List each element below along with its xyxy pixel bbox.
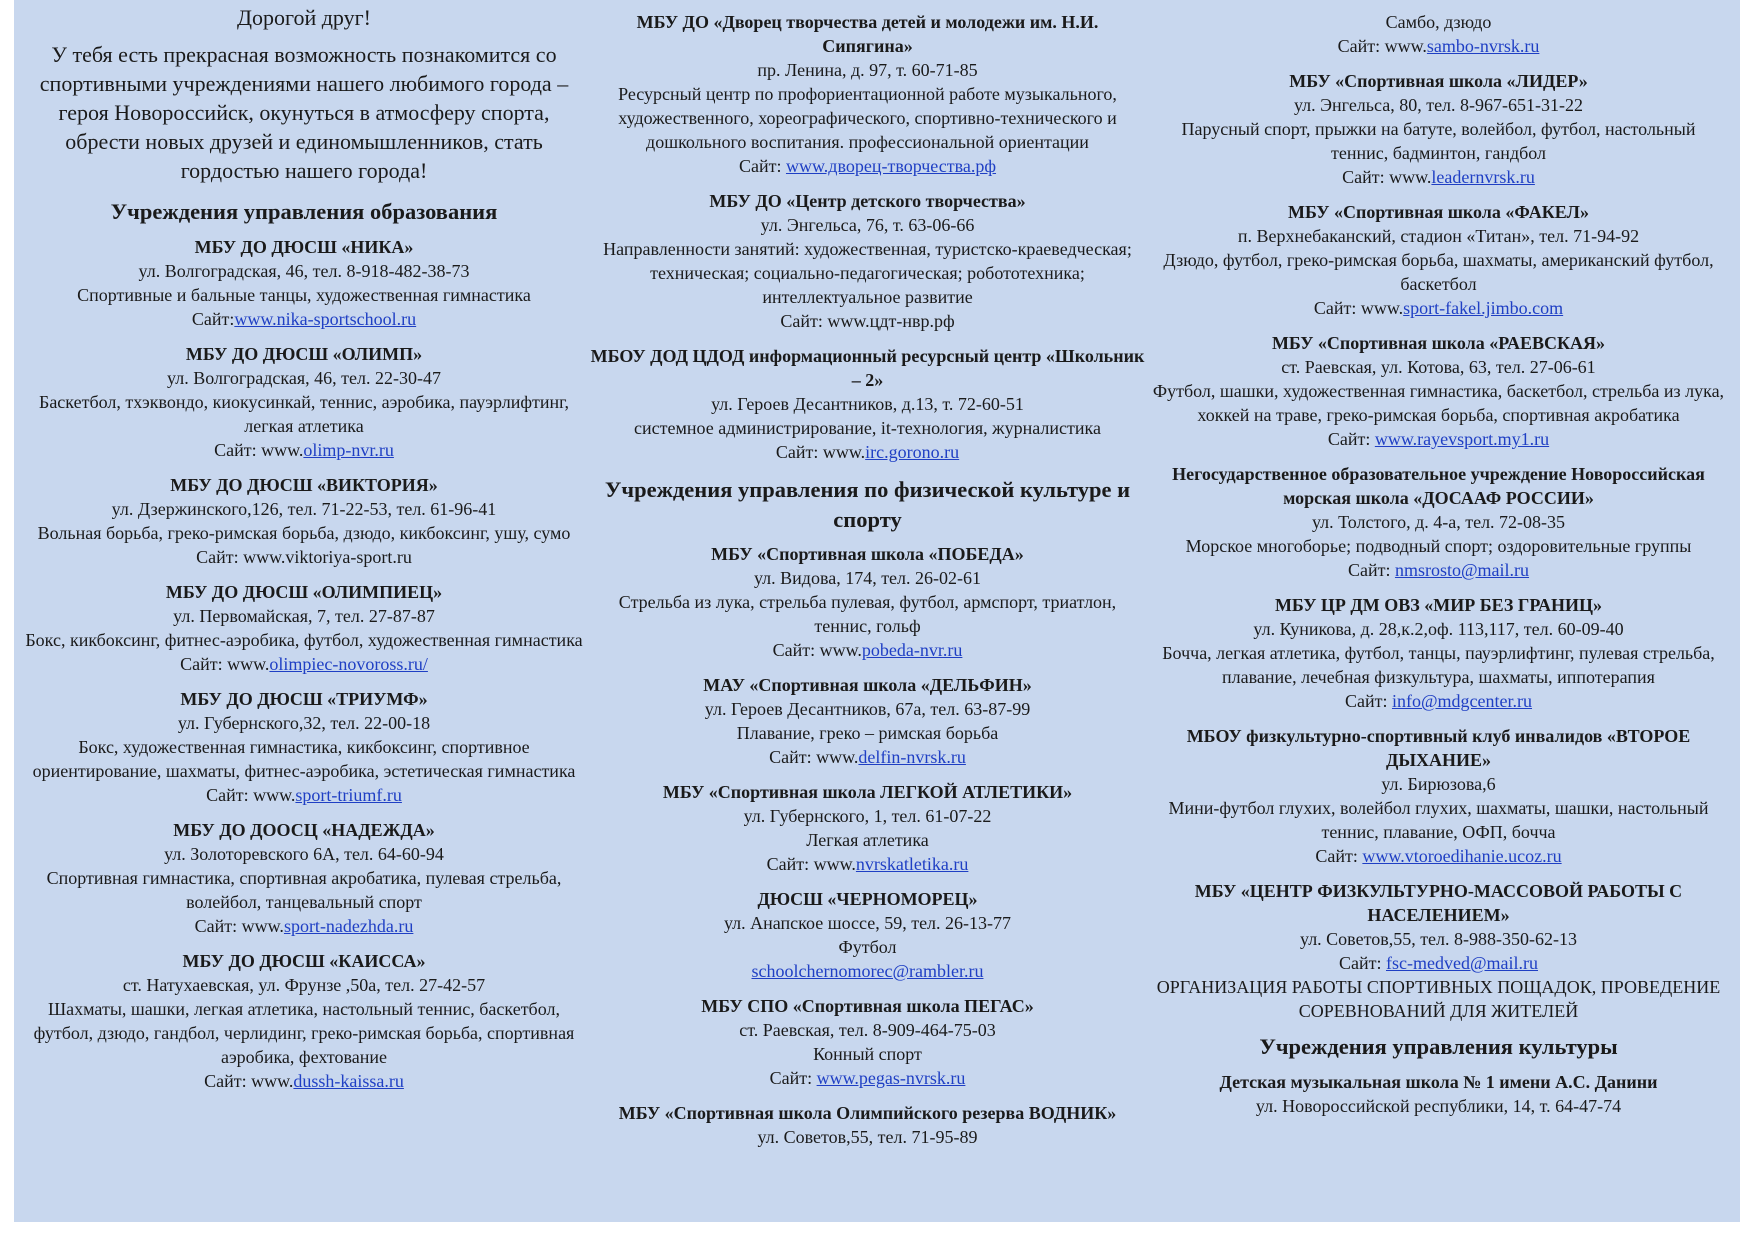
entry-site <box>24 438 584 462</box>
entry-name: МБУ «Спортивная школа «ФАКЕЛ» <box>1288 202 1589 222</box>
entry-site <box>590 1066 1145 1090</box>
entry-address: ст. Натухаевская, ул. Фрунзе ,50а, тел. 27-42-57 <box>122 974 486 995</box>
entry-site <box>1151 558 1726 582</box>
entry-activities: Вольная борьба, греко-римская борьба, дзюдо, кикбоксинг, ушу, сумо <box>37 522 571 543</box>
site-link[interactable]: sambo-nvrsk.ru <box>1426 36 1540 56</box>
site-link[interactable]: schoolchernomorec@rambler.ru <box>751 961 984 981</box>
institution-entry <box>24 687 584 807</box>
entry-address: ул. Анапское шоссе, 59, тел. 26-13-77 <box>723 913 1012 933</box>
entry-list <box>24 235 584 1093</box>
institution-entry <box>590 673 1145 769</box>
entry-activities: системное администрирование, it-технология, журналистика <box>634 418 1101 438</box>
entry-address: ул. Видова, 174, тел. 26-02-61 <box>753 568 982 588</box>
institution-entry <box>590 10 1145 178</box>
entry-site <box>24 914 584 938</box>
entry-site <box>590 440 1145 464</box>
site-link[interactable]: nvrskatletika.ru <box>855 854 969 874</box>
entry-name: МБУ ДО ДЮСШ «ВИКТОРИЯ» <box>170 474 438 495</box>
institution-entry <box>1151 724 1726 868</box>
site-label: Сайт: <box>769 1068 817 1088</box>
entry-address: ул. Губернского, 1, тел. 61-07-22 <box>743 806 992 826</box>
institution-entry <box>24 580 584 676</box>
institution-entry <box>24 818 584 938</box>
site-link[interactable]: www.rayevsport.my1.ru <box>1374 429 1550 449</box>
entry-site <box>590 959 1145 983</box>
section-title-culture: Учреждения управления культуры <box>1259 1034 1618 1059</box>
entry-site <box>1151 427 1726 451</box>
entry-list <box>590 542 1145 1149</box>
entry-name: МБУ «Спортивная школа ЛЕГКОЙ АТЛЕТИКИ» <box>662 782 1073 802</box>
entry-address: ул. Героев Десантников, д.13, т. 72-60-51 <box>711 394 1024 414</box>
site-link[interactable]: fsc-medved@mail.ru <box>1385 953 1539 973</box>
entry-list <box>1151 10 1726 1023</box>
entry-name: МБУ «ЦЕНТР ФИЗКУЛЬТУРНО-МАССОВОЙ РАБОТЫ С НАСЕЛЕНИЕМ» <box>1194 881 1683 925</box>
entry-activities: Направленности занятий: художественная, туристско-краеведческая; техническая; социально-педагогическая; робототехника; интеллектуальное развитие <box>603 239 1132 307</box>
entry-name: МБУ «Спортивная школа «РАЕВСКАЯ» <box>1271 333 1606 353</box>
institution-entry <box>590 780 1145 876</box>
site-label: Сайт: www. <box>1313 298 1404 318</box>
entry-name: МАУ «Спортивная школа «ДЕЛЬФИН» <box>703 675 1032 695</box>
entry-list <box>590 10 1145 464</box>
site-label: Сайт: www.цдт-нвр.рф <box>780 311 955 331</box>
entry-activities: Спортивные и бальные танцы, художественная гимнастика <box>77 284 531 305</box>
site-link[interactable]: delfin-nvrsk.ru <box>858 747 966 767</box>
site-link[interactable]: olimpiec-novoross.ru/ <box>269 653 428 674</box>
institution-entry <box>590 344 1145 464</box>
site-link[interactable]: pobeda-nvr.ru <box>861 640 963 660</box>
entry-site <box>24 652 584 676</box>
site-link[interactable]: info@mdgcenter.ru <box>1391 691 1533 711</box>
entry-name: МБУ ДО ДООСЦ «НАДЕЖДА» <box>173 819 435 840</box>
intro-text: У тебя есть прекрасная возможность познакомится со спортивными учреждениями нашего любимого города – героя Новороссийск, окунуться в атмосферу спорта, обрести новых друзей и единомышленников, стать гордостью нашего города! <box>39 42 569 183</box>
site-link[interactable]: www.vtoroedihanie.ucoz.ru <box>1362 846 1562 866</box>
institution-entry <box>590 189 1145 333</box>
site-label: Сайт: www. <box>206 784 296 805</box>
institution-entry <box>24 949 584 1093</box>
section-title-sport: Учреждения управления по физической культуре и спорту <box>604 477 1131 532</box>
institution-entry <box>24 342 584 462</box>
site-link[interactable]: irc.gorono.ru <box>865 442 960 462</box>
entry-activities: Стрельба из лука, стрельба пулевая, футбол, армспорт, триатлон, теннис, гольф <box>618 592 1117 636</box>
site-label: Сайт: <box>1338 953 1386 973</box>
entry-name: МБУ «Спортивная школа «ПОБЕДА» <box>711 544 1024 564</box>
institution-entry <box>590 887 1145 983</box>
site-label: Сайт: <box>1315 846 1363 866</box>
site-link[interactable]: www.дворец-творчества.рф <box>785 156 997 176</box>
entry-site <box>590 852 1145 876</box>
entry-name: МБУ ДО ДЮСШ «НИКА» <box>194 236 414 257</box>
site-label: Сайт: <box>1344 691 1392 711</box>
entry-activities: Футбол, шашки, художественная гимнастика, баскетбол, стрельба из лука, хоккей на траве, греко-римская борьба, спортивная акробатика <box>1152 381 1725 425</box>
site-link[interactable]: sport-triumf.ru <box>295 784 402 805</box>
entry-name: ДЮСШ «ЧЕРНОМОРЕЦ» <box>757 889 978 909</box>
entry-address: ул. Первомайская, 7, тел. 27-87-87 <box>173 605 435 626</box>
entry-address: ул. Бирюзова,6 <box>1381 774 1496 794</box>
institution-entry <box>1151 593 1726 713</box>
greeting: Дорогой друг! <box>236 5 371 30</box>
institution-entry <box>1151 331 1726 451</box>
institution-entry <box>590 542 1145 662</box>
site-label: Сайт: www. <box>772 640 862 660</box>
column-sport-culture <box>1151 0 1726 1222</box>
site-label: Сайт: www. <box>204 1070 294 1091</box>
entry-address: ул. Золоторевского 6А, тел. 64-60-94 <box>164 843 444 864</box>
site-link[interactable]: dussh-kaissa.ru <box>293 1070 404 1091</box>
site-link[interactable]: leadernvrsk.ru <box>1431 167 1535 187</box>
institution-entry <box>24 473 584 569</box>
entry-activities: Самбо, дзюдо <box>1385 12 1492 32</box>
entry-address: ул. Советов,55, тел. 71-95-89 <box>757 1127 978 1147</box>
culture-entry <box>1151 1070 1726 1118</box>
site-link[interactable]: sport-nadezhda.ru <box>283 915 414 936</box>
site-label: Сайт: www. <box>1342 167 1432 187</box>
entry-address: ул. Волгоградская, 46, тел. 8-918-482-38-73 <box>138 260 470 281</box>
entry-site <box>1151 165 1726 189</box>
entry-site <box>1151 844 1726 868</box>
site-label: Сайт: www. <box>194 915 284 936</box>
site-label: Сайт: <box>191 308 235 329</box>
site-label: Сайт: www. <box>769 747 859 767</box>
entry-site <box>590 154 1145 178</box>
institution-entry <box>590 994 1145 1090</box>
column-creativity-sport <box>590 0 1145 1222</box>
entry-activities: Легкая атлетика <box>806 830 929 850</box>
entry-activities: Бочча, легкая атлетика, футбол, танцы, пауэрлифтинг, пулевая стрельба, плавание, лечебная физкультура, шахматы, иппотерапия <box>1162 643 1715 687</box>
entry-name: МБУ ДО «Центр детского творчества» <box>709 191 1026 211</box>
entry-address: ул. Советов,55, тел. 8-988-350-62-13 <box>1299 929 1578 949</box>
entry-name: МБУ «Спортивная школа «ЛИДЕР» <box>1289 71 1588 91</box>
entry-address: ст. Раевская, тел. 8-909-464-75-03 <box>739 1020 996 1040</box>
entry-activities: Мини-футбол глухих, волейбол глухих, шахматы, шашки, настольный теннис, плавание, ОФП, бочча <box>1168 798 1709 842</box>
entry-name: МБУ ЦР ДМ ОВЗ «МИР БЕЗ ГРАНИЦ» <box>1274 595 1603 615</box>
entry-site <box>24 1069 584 1093</box>
site-label: Сайт: www. <box>180 653 270 674</box>
entry-name: МБОУ ДОД ЦДОД информационный ресурсный центр «Школьник – 2» <box>590 346 1145 390</box>
entry-site <box>1151 689 1726 713</box>
entry-site <box>24 545 584 569</box>
entry-address: ул. Энгельса, 76, т. 63-06-66 <box>760 215 975 235</box>
entry-address: п. Верхнебаканский, стадион «Титан», тел. 71-94-92 <box>1237 226 1640 246</box>
site-link[interactable]: sport-fakel.jimbo.com <box>1403 298 1564 318</box>
site-label: Сайт: www. <box>766 854 856 874</box>
entry-activities: Спортивная гимнастика, спортивная акробатика, пулевая стрельба, волейбол, танцевальный спорт <box>46 867 562 912</box>
entry-site <box>1151 34 1726 58</box>
entry-name: Детская музыкальная школа № 1 имени А.С. Данини <box>1219 1071 1658 1092</box>
entry-activities: Бокс, кикбоксинг, фитнес-аэробика, футбол, художественная гимнастика <box>25 629 583 650</box>
entry-site <box>1151 951 1726 975</box>
site-label: Сайт: www. <box>1337 36 1427 56</box>
entry-site <box>590 745 1145 769</box>
institution-entry <box>1151 200 1726 320</box>
entry-activities: Конный спорт <box>813 1044 922 1064</box>
entry-name: МБУ «Спортивная школа Олимпийского резерва ВОДНИК» <box>618 1103 1117 1123</box>
site-label: Сайт: <box>1347 560 1395 580</box>
entry-activities: Ресурсный центр по профориентационной работе музыкального, художественного, хореографического, спортивно-технического и дошкольного воспитания. профессиональной ориентации <box>618 84 1117 152</box>
institution-entry <box>1151 10 1726 58</box>
entry-activities: Бокс, художественная гимнастика, кикбоксинг, спортивное ориентирование, шахматы, фитнес-аэробика, эстетическая гимнастика <box>32 736 576 781</box>
intro-block <box>24 3 584 185</box>
site-label: Сайт: www. <box>214 439 304 460</box>
entry-address: ул. Волгоградская, 46, тел. 22-30-47 <box>167 367 441 388</box>
entry-activities: Плавание, греко – римская борьба <box>736 723 999 743</box>
entry-address: ул. Энгельса, 80, тел. 8-967-651-31-22 <box>1293 95 1584 115</box>
entry-site <box>24 307 584 331</box>
entry-address: ул. Губернского,32, тел. 22-00-18 <box>177 712 431 733</box>
institution-entry <box>1151 879 1726 1023</box>
entry-site <box>590 638 1145 662</box>
entry-site <box>1151 296 1726 320</box>
site-label: Сайт: www. <box>775 442 866 462</box>
site-link[interactable]: olimp-nvr.ru <box>303 439 394 460</box>
entry-activities: Футбол <box>838 937 897 957</box>
brochure-sheet <box>14 0 1740 1222</box>
entry-address: ул. Дзержинского,126, тел. 71-22-53, тел. 61-96-41 <box>111 498 497 519</box>
entry-name: МБУ СПО «Спортивная школа ПЕГАС» <box>701 996 1034 1016</box>
entry-extra: ОРГАНИЗАЦИЯ РАБОТЫ СПОРТИВНЫХ ПОЩАДОК, ПРОВЕДЕНИЕ СОРЕВНОВАНИЙ ДЛЯ ЖИТЕЛЕЙ <box>1156 977 1721 1021</box>
entry-address: ул. Героев Десантников, 67а, тел. 63-87-99 <box>704 699 1031 719</box>
entry-activities: Дзюдо, футбол, греко-римская борьба, шахматы, американский футбол, баскетбол <box>1163 250 1714 294</box>
entry-name: МБУ ДО ДЮСШ «КАИССА» <box>182 950 426 971</box>
entry-name: МБУ ДО ДЮСШ «ОЛИМПИЕЦ» <box>165 581 443 602</box>
entry-activities: Морское многоборье; подводный спорт; оздоровительные группы <box>1185 536 1692 556</box>
entry-name: МБУ ДО ДЮСШ «ТРИУМФ» <box>180 688 428 709</box>
entry-activities: Парусный спорт, прыжки на батуте, волейбол, футбол, настольный теннис, бадминтон, гандбол <box>1181 119 1696 163</box>
entry-name: МБУ ДО ДЮСШ «ОЛИМП» <box>185 343 423 364</box>
site-label: Сайт: <box>1327 429 1375 449</box>
institution-entry <box>24 235 584 331</box>
entry-name: МБОУ физкультурно-спортивный клуб инвалидов «ВТОРОЕ ДЫХАНИЕ» <box>1186 726 1691 770</box>
site-label: Сайт: <box>738 156 786 176</box>
site-link[interactable]: www.nika-sportschool.ru <box>234 308 417 329</box>
entry-address: ул. Куникова, д. 28,к.2,оф. 113,117, тел. 60-09-40 <box>1253 619 1624 639</box>
entry-address: пр. Ленина, д. 97, т. 60-71-85 <box>757 60 978 80</box>
entry-name: Негосударственное образовательное учреждение Новороссийская морская школа «ДОСААФ РОССИИ» <box>1172 464 1705 508</box>
entry-site <box>590 309 1145 333</box>
section-title-education: Учреждения управления образования <box>110 199 498 224</box>
entry-address: ул. Толстого, д. 4-а, тел. 72-08-35 <box>1311 512 1566 532</box>
institution-entry <box>590 1101 1145 1149</box>
site-label: Сайт: www.viktoriya-sport.ru <box>196 546 412 567</box>
entry-site <box>24 783 584 807</box>
entry-name: МБУ ДО «Дворец творчества детей и молодежи им. Н.И. Сипягина» <box>636 12 1099 56</box>
entry-activities: Шахматы, шашки, легкая атлетика, настольный теннис, баскетбол, футбол, дзюдо, гандбол, черлидинг, греко-римская борьба, спортивная аэробика, фехтование <box>33 998 575 1067</box>
institution-entry <box>1151 69 1726 189</box>
institution-entry <box>1151 462 1726 582</box>
site-link[interactable]: nmsrosto@mail.ru <box>1394 560 1530 580</box>
entry-activities: Баскетбол, тхэквондо, киокусинкай, теннис, аэробика, пауэрлифтинг, легкая атлетика <box>38 391 570 436</box>
column-education <box>24 0 584 1222</box>
entry-address: ст. Раевская, ул. Котова, 63, тел. 27-06-61 <box>1281 357 1596 377</box>
entry-address: ул. Новороссийской республики, 14, т. 64-47-74 <box>1255 1095 1622 1116</box>
site-link[interactable]: www.pegas-nvrsk.ru <box>816 1068 966 1088</box>
